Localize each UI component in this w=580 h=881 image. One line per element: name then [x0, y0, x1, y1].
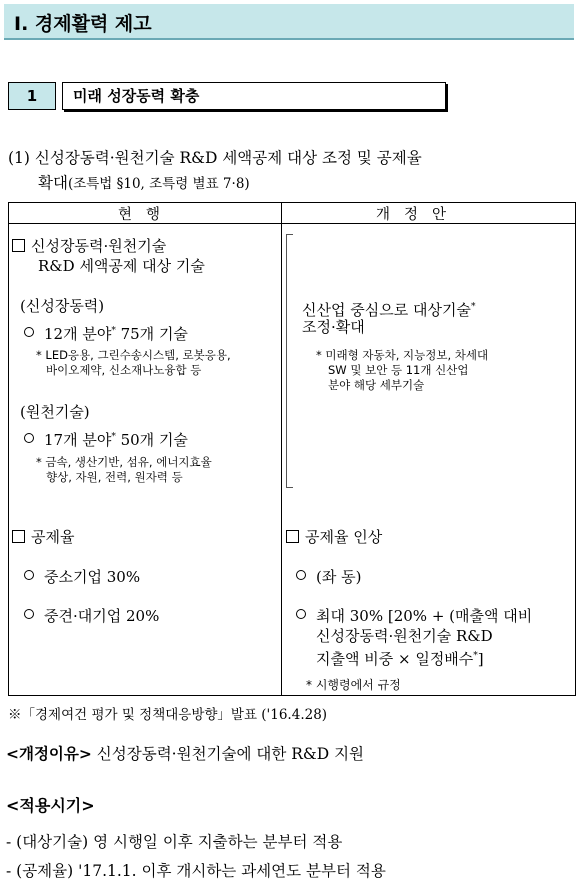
current-growth-label: (신성장동력) — [20, 297, 105, 315]
revised-rate-max-line2: 신성장동력·원천기술 R&D — [316, 627, 493, 645]
subsection-shadow — [64, 110, 448, 112]
apply-item-2: - (공제율) '17.1.1. 이후 개시하는 과세연도 분부터 적용 — [6, 862, 386, 880]
current-target-heading-line2: R&D 세액공제 대상 기술 — [38, 257, 205, 275]
revised-rate-max-line1: 최대 30% [20% + (매출액 대비 — [316, 607, 533, 625]
revised-rate-max-line3-end: ] — [477, 650, 484, 668]
footnote: ※「경제여건 평가 및 정책대응방향」발표 ('16.4.28) — [8, 707, 328, 723]
revised-rate-same-text: (좌 동) — [316, 568, 362, 586]
revised-rate-heading — [286, 527, 382, 547]
item-title-reference: (조특법 §10, 조특령 별표 7·8) — [67, 176, 250, 192]
current-rate-sme-text: 중소기업 30% — [44, 568, 141, 586]
header-revised: 개정안 — [376, 207, 461, 223]
current-target-heading-line1: 신성장동력·원천기술 — [31, 237, 167, 255]
current-growth-item-tech: 75개 기술 — [115, 325, 188, 343]
current-growth-note-line1: * LED응용, 그린수송시스템, 로봇응용, — [36, 348, 231, 362]
current-rate-large-text: 중견·대기업 20% — [44, 607, 160, 625]
table-column-divider — [281, 202, 282, 696]
current-rate-sme — [24, 567, 140, 587]
revised-target-note-line1: * 미래형 자동차, 지능정보, 차세대 — [316, 348, 489, 362]
subsection-title: 미래 성장동력 확충 — [62, 82, 446, 110]
revised-target-note-line3: 분야 해당 세부기술 — [328, 378, 425, 392]
square-bullet-icon — [12, 239, 25, 252]
apply-item-1: - (대상기술) 영 시행일 이후 지출하는 분부터 적용 — [6, 833, 343, 851]
current-source-item-tech: 50개 기술 — [115, 431, 188, 449]
square-bullet-icon — [286, 530, 299, 543]
revised-target-line1-text: 신산업 중심으로 대상기술 — [302, 301, 471, 319]
revised-target-line2: 조정·확대 — [302, 318, 365, 336]
current-rate-heading — [12, 527, 74, 547]
bracket — [286, 234, 293, 488]
circle-bullet-icon — [296, 570, 306, 580]
revised-rate-max-line3-text: 지출액 비중 × 일정배수 — [316, 650, 474, 668]
circle-bullet-icon — [24, 609, 34, 619]
current-source-label: (원천기술) — [20, 403, 90, 421]
header-current: 현행 — [118, 207, 175, 223]
circle-bullet-icon — [296, 609, 306, 619]
item-title — [8, 146, 578, 197]
revised-rate-max — [296, 606, 532, 626]
square-bullet-icon — [12, 530, 25, 543]
revised-rate-max-line3: 지출액 비중 × 일정배수*] — [316, 650, 484, 668]
revised-target-note-line2: SW 및 보안 등 11개 신산업 — [328, 363, 469, 377]
current-growth-item-fields: 12개 분야 — [44, 325, 112, 343]
reason-label: <개정이유> — [6, 745, 92, 763]
revised-decree-note: * 시행령에서 규정 — [306, 678, 401, 692]
circle-bullet-icon — [24, 327, 34, 337]
revised-rate-same — [296, 567, 361, 587]
item-title-line1: (1) 신성장동력·원천기술 R&D 세액공제 대상 조정 및 공제율 — [8, 149, 422, 167]
revised-target-line1: 신산업 중심으로 대상기술* — [302, 301, 476, 319]
revised-rate-heading-text: 공제율 인상 — [305, 528, 383, 546]
table-header-row — [8, 202, 576, 224]
reason — [6, 742, 364, 764]
current-rate-large — [24, 606, 159, 626]
subsection-shadow-side — [446, 84, 448, 112]
item-title-line2 — [8, 171, 578, 197]
apply-heading: <적용시기> — [6, 796, 95, 815]
current-growth-note-line2: 바이오제약, 신소재나노융합 등 — [46, 363, 202, 377]
current-target-heading — [12, 236, 166, 256]
current-source-note-line1: * 금속, 생산기반, 섬유, 에너지효율 — [36, 455, 212, 469]
current-source-note-line2: 향상, 자원, 전력, 원자력 등 — [46, 470, 183, 484]
current-source-item: 17개 분야* 50개 기술 — [24, 427, 188, 450]
circle-bullet-icon — [24, 433, 34, 443]
reason-text: 신성장동력·원천기술에 대한 R&D 지원 — [91, 745, 365, 763]
subsection-number: 1 — [8, 82, 56, 110]
current-growth-item: 12개 분야* 75개 기술 — [24, 321, 188, 344]
current-rate-heading-text: 공제율 — [31, 528, 75, 546]
section-title: Ⅰ. 경제활력 제고 — [14, 13, 152, 35]
current-source-item-fields: 17개 분야 — [44, 431, 112, 449]
item-title-line2-main: 확대 — [38, 174, 68, 192]
circle-bullet-icon — [24, 570, 34, 580]
